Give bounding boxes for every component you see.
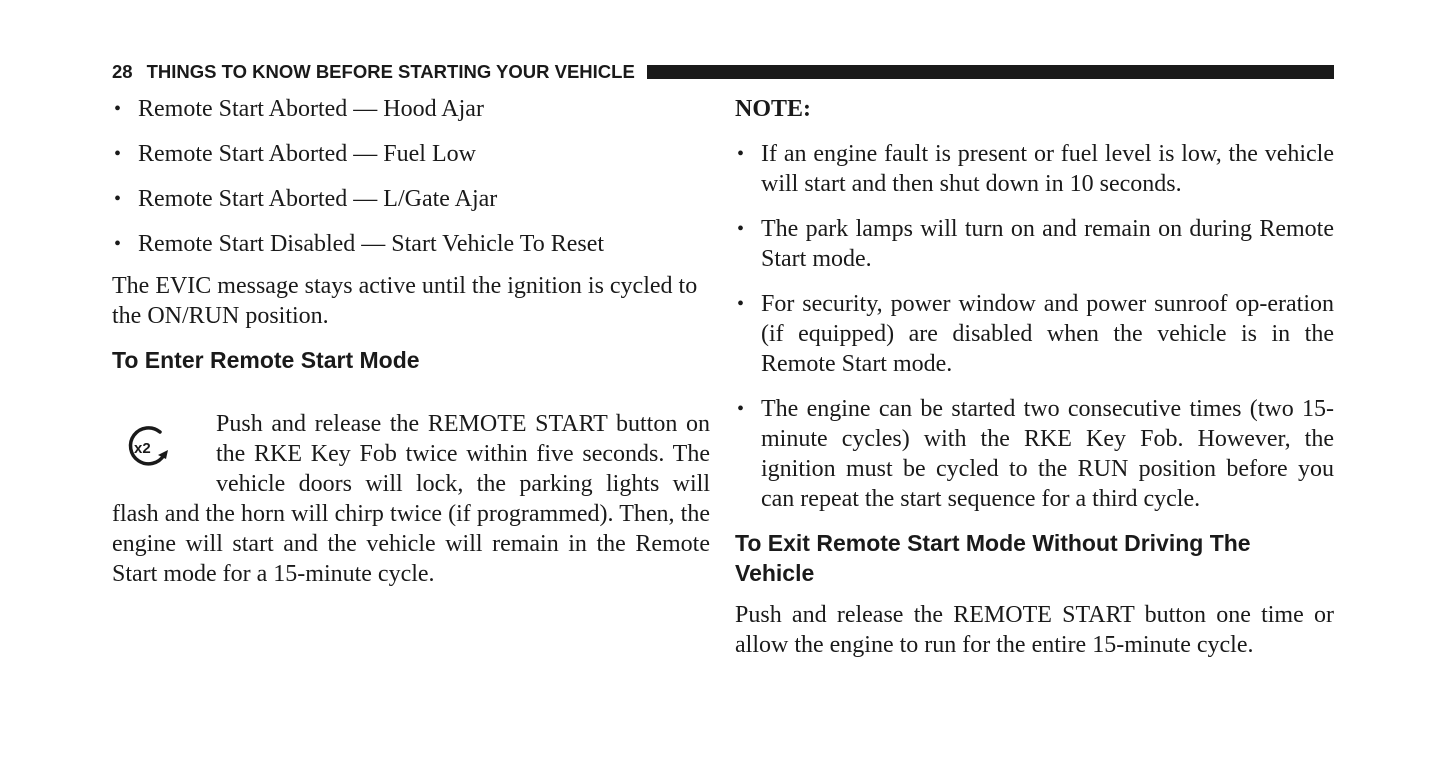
enter-remote-start-paragraph: Push and release the REMOTE START button on the RKE Key Fob twice within five seconds. The vehicle doors will lock, the parking lights will flash and the horn will chirp twice (if programmed). Then, the engine will start and the vehicle will remain in the Remote Start mode for a 15-minute cycle.	[112, 411, 710, 587]
right-column	[735, 94, 1334, 660]
list-item: • Remote Start Aborted — Hood Ajar	[114, 96, 484, 122]
list-item: • Remote Start Aborted — Fuel Low	[114, 141, 476, 167]
bullet-icon: •	[114, 188, 122, 210]
remote-start-x2-icon	[112, 411, 210, 497]
page-header	[112, 60, 1334, 84]
bullet-icon: •	[737, 143, 745, 165]
bullet-icon: •	[737, 398, 745, 420]
evic-message-list	[112, 94, 710, 259]
header-rule	[647, 65, 1334, 79]
note-list	[735, 139, 1334, 514]
icon-label: x2	[134, 440, 151, 457]
page-number: 28	[112, 61, 133, 82]
note-label: NOTE:	[735, 96, 812, 122]
enter-remote-start-heading: To Enter Remote Start Mode	[112, 347, 420, 373]
left-column	[112, 94, 710, 589]
exit-remote-start-paragraph: Push and release the REMOTE START button one time or allow the engine to run for the entire 15-minute cycle.	[735, 602, 1334, 658]
bullet-icon: •	[114, 143, 122, 165]
list-item: • The park lamps will turn on and remain on during Remote Start mode.	[737, 216, 1334, 272]
list-item: • For security, power window and power sunroof op-eration (if equipped) are disabled when the vehicle is in the Remote Start mode.	[737, 291, 1334, 377]
bullet-icon: •	[114, 98, 122, 120]
list-item: • Remote Start Aborted — L/Gate Ajar	[114, 186, 498, 212]
evic-paragraph: The EVIC message stays active until the ignition is cycled to the ON/RUN position.	[112, 273, 698, 329]
chapter-title: THINGS TO KNOW BEFORE STARTING YOUR VEHICLE	[146, 61, 635, 82]
list-item: • The engine can be started two consecutive times (two 15-minute cycles) with the RKE Key Fob. However, the ignition must be cycled to the RUN position before you can repeat the start sequence for a third cycle.	[737, 396, 1334, 512]
remote-start-arrow-icon	[120, 423, 182, 473]
exit-remote-start-heading: To Exit Remote Start Mode Without Driving The Vehicle	[735, 530, 1251, 586]
bullet-icon: •	[737, 293, 745, 315]
bullet-icon: •	[737, 218, 745, 240]
enter-remote-start-block	[112, 409, 710, 589]
list-item: • If an engine fault is present or fuel level is low, the vehicle will start and then shut down in 10 seconds.	[737, 141, 1334, 197]
list-item: • Remote Start Disabled — Start Vehicle To Reset	[114, 231, 605, 257]
bullet-icon: •	[114, 233, 122, 255]
